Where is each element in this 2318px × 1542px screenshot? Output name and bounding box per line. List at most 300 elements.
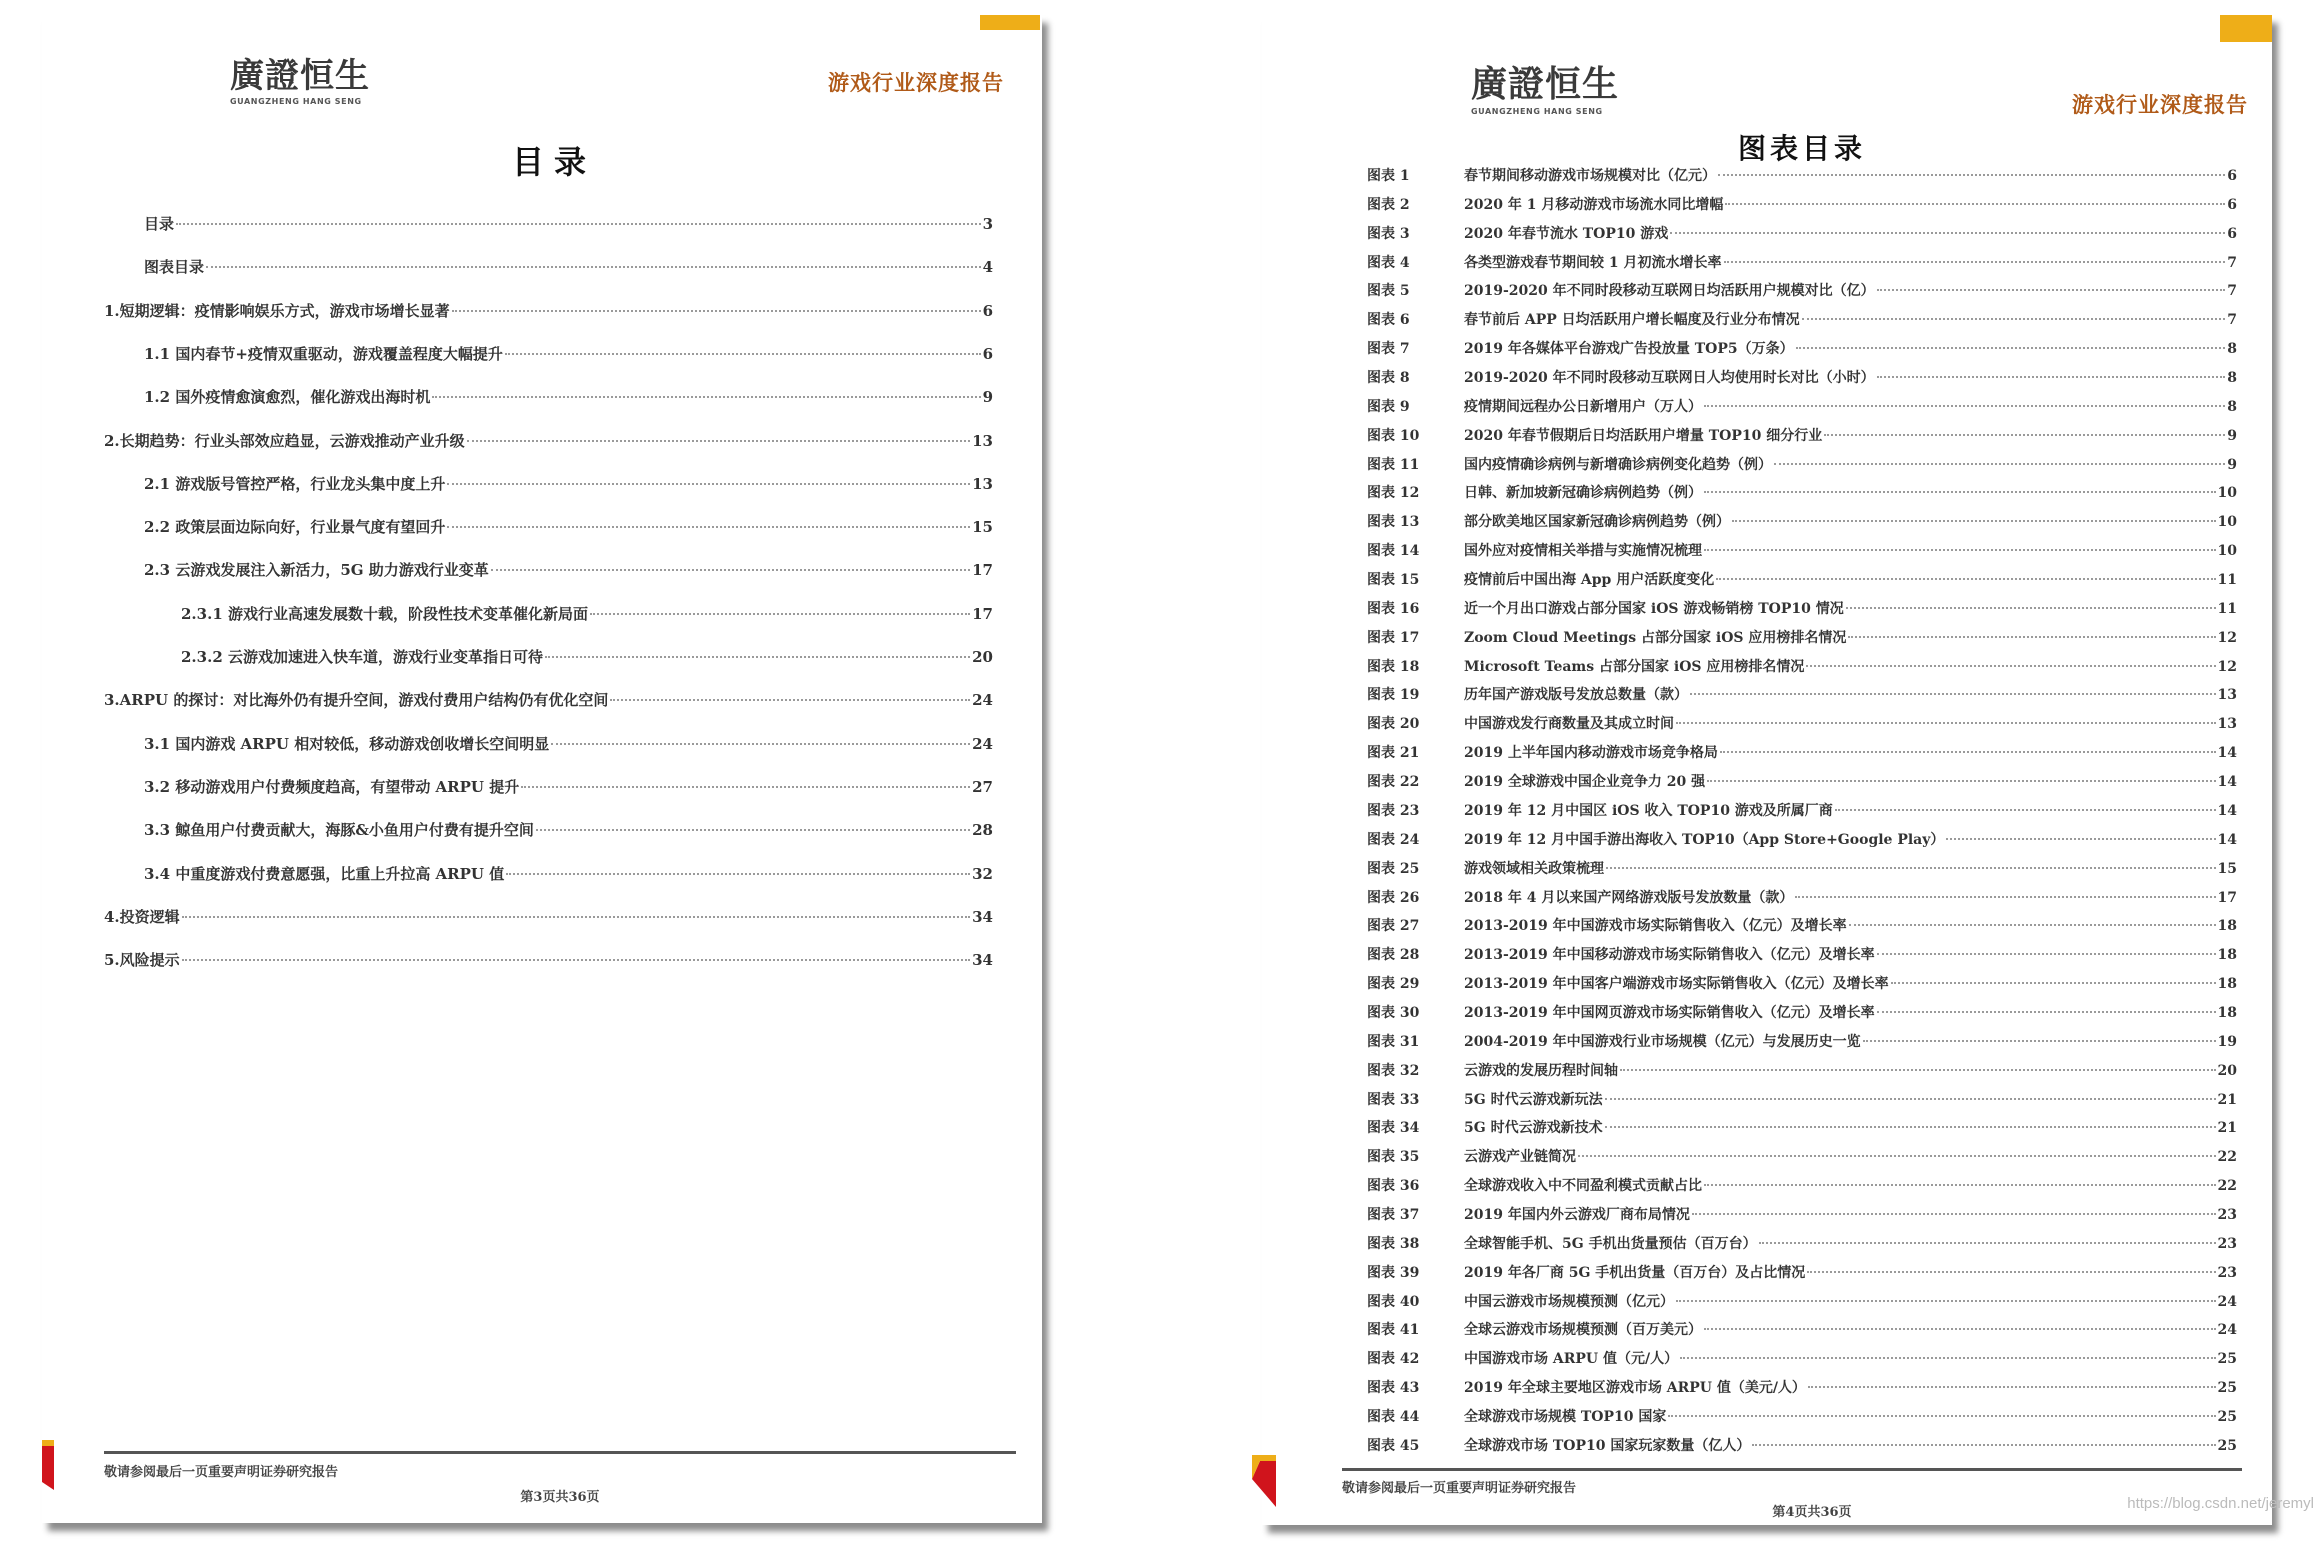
figure-number: 图表 25 [1367,860,1420,877]
figure-page: 10 [2217,543,2237,560]
toc-entry-page: 34 [972,907,993,926]
footer-disclaimer: 敬请参阅最后一页重要声明证券研究报告 [1342,1481,1577,1496]
figure-number: 图表 34 [1367,1120,1420,1137]
figure-page: 25 [2217,1408,2237,1425]
figure-title: 2013-2019 年中国游戏市场实际销售收入（亿元）及增长率 [1464,918,1847,935]
figure-page: 24 [2217,1293,2237,1310]
figure-title: 全球云游戏市场规模预测（百万美元） [1464,1322,1702,1339]
figure-page: 25 [2217,1437,2237,1454]
figure-entry[interactable] [1367,511,2237,531]
toc-entry-page: 24 [972,734,993,753]
figure-title: 2020 年 1 月移动游戏市场流水同比增幅 [1464,196,1724,213]
figure-entry[interactable] [1367,1435,2237,1455]
leader-dots [1578,1155,2216,1157]
figure-entry[interactable] [1367,684,2237,704]
figure-number: 图表 18 [1367,658,1420,675]
figure-number: 图表 38 [1367,1235,1420,1252]
corner-tab [2220,15,2272,42]
toc-entry-label: 2.3.1 游戏行业高速发展数十载，阶段性技术变革催化新局面 [181,604,588,623]
figure-entry[interactable] [1367,944,2237,964]
toc-entry[interactable] [104,300,993,321]
red-marker-icon [1252,1455,1276,1507]
figure-page: 7 [2227,312,2237,329]
leader-dots [1732,520,2216,522]
figure-entry[interactable] [1367,194,2237,214]
toc-entry-page: 34 [972,951,993,970]
leader-dots [1849,924,2216,926]
figure-entry[interactable] [1367,338,2237,358]
figure-title: 云游戏的发展历程时间轴 [1464,1062,1618,1079]
figure-number: 图表 14 [1367,543,1420,560]
toc-entry[interactable] [144,343,993,364]
figure-entry[interactable] [1367,1262,2237,1282]
figure-entry[interactable] [1367,165,2237,185]
figure-page: 6 [2227,196,2237,213]
toc-entry-label: 2.2 政策层面边际向好，行业景气度有望回升 [144,518,446,537]
toc-entry-page: 17 [972,561,993,580]
leader-dots [1877,1011,2216,1013]
figure-entry[interactable] [1367,1377,2237,1397]
figure-page: 18 [2217,1004,2237,1021]
leader-dots [505,353,981,355]
leader-dots [467,440,970,442]
company-logo [1471,64,1620,116]
figure-entry[interactable] [1367,1031,2237,1051]
figure-entry[interactable] [1367,1146,2237,1166]
figure-title: 中国游戏市场 ARPU 值（元/人） [1464,1351,1679,1368]
figure-title: Microsoft Teams 占部分国家 iOS 应用榜排名情况 [1464,658,1805,675]
figure-number: 图表 6 [1367,312,1410,329]
figure-entry[interactable] [1367,540,2237,560]
toc-entry-label: 3.ARPU 的探讨：对比海外仍有提升空间，游戏付费用户结构仍有优化空间 [104,691,609,710]
figure-entry[interactable] [1367,1319,2237,1339]
toc-entry[interactable] [104,689,993,710]
leader-dots [1807,1271,2215,1273]
figure-title: 2019 年各厂商 5G 手机出货量（百万台）及占比情况 [1464,1264,1806,1281]
toc-entry-label: 3.4 中重度游戏付费意愿强，比重上升拉高 ARPU 值 [144,864,505,883]
leader-dots [1676,1300,2216,1302]
figure-title: 5G 时代云游戏新玩法 [1464,1091,1603,1108]
toc-entry[interactable] [144,473,993,494]
leader-dots [1620,1069,2216,1071]
figure-entry[interactable] [1367,973,2237,993]
leader-dots [1808,1386,2216,1388]
figure-title: 疫情期间远程办公日新增用户（万人） [1464,398,1702,415]
logo-chinese: 廣證恒生 [230,56,370,96]
toc-entry-page: 9 [982,388,993,407]
leader-dots [176,223,981,225]
footer-disclaimer: 敬请参阅最后一页重要声明证券研究报告 [104,1465,339,1480]
leader-dots [447,483,970,485]
leader-dots [1720,751,2216,753]
figure-page: 6 [2227,225,2237,242]
figure-page: 10 [2217,485,2237,502]
figure-number: 图表 44 [1367,1408,1420,1425]
figure-page: 9 [2227,456,2237,473]
figure-entry[interactable] [1367,1291,2237,1311]
figure-entry[interactable] [1367,425,2237,445]
figure-page: 7 [2227,283,2237,300]
figure-entry[interactable] [1367,598,2237,618]
figure-page: 14 [2217,802,2237,819]
figure-entry[interactable] [1367,742,2237,762]
toc-entry[interactable] [144,819,993,840]
figure-entry[interactable] [1367,223,2237,243]
toc-entry[interactable] [104,430,993,451]
leader-dots [1877,953,2216,955]
footer-divider [104,1451,1016,1454]
figure-entry[interactable] [1367,1204,2237,1224]
figure-title: 全球游戏收入中不同盈利模式贡献占比 [1464,1178,1702,1195]
figure-title: 2004-2019 年中国游戏行业市场规模（亿元）与发展历史一览 [1464,1033,1861,1050]
figure-number: 图表 22 [1367,774,1420,791]
toc-entry-label: 2.3.2 云游戏加速进入快车道，游戏行业变革指日可待 [181,648,543,666]
figure-page: 14 [2217,831,2237,848]
figure-number: 图表 17 [1367,629,1420,646]
figure-title: 国内疫情确诊病例与新增确诊病例变化趋势（例） [1464,456,1772,473]
leader-dots [1680,1357,2215,1359]
toc-entry-page: 13 [972,474,993,493]
figure-title: 2019 年全球主要地区游戏市场 ARPU 值（美元/人） [1464,1380,1806,1397]
logo-english: GUANGZHENG HANG SENG [1471,107,1603,116]
toc-entry-page: 4 [982,258,993,277]
page-number: 第4页共36页 [1772,1505,1852,1520]
figure-page: 24 [2217,1322,2237,1339]
figure-title: 2019 年国内外云游戏厂商布局情况 [1464,1206,1690,1223]
page-number: 第3页共36页 [520,1490,600,1505]
leader-dots [590,613,970,615]
toc-entry-label: 1.2 国外疫情愈演愈烈，催化游戏出海时机 [144,388,431,407]
figure-page: 6 [2227,168,2237,184]
figure-title: 2019 全球游戏中国企业竞争力 20 强 [1464,774,1706,791]
figure-page: 19 [2217,1033,2237,1050]
toc-entry[interactable] [144,559,993,580]
leader-dots [1704,1328,2216,1330]
figure-entry[interactable] [1367,280,2237,300]
figure-number: 图表 5 [1367,283,1410,300]
figure-number: 图表 4 [1367,254,1410,271]
toc-entry-page: 6 [982,344,993,363]
figure-number: 图表 45 [1367,1437,1420,1454]
leader-dots [432,396,980,398]
red-marker-icon [42,1440,54,1490]
figure-title: 中国云游戏市场规模预测（亿元） [1464,1293,1674,1310]
figure-entry[interactable] [1367,713,2237,733]
toc-entry-label: 2.3 云游戏发展注入新活力，5G 助力游戏行业变革 [144,561,489,580]
figure-number: 图表 32 [1367,1062,1420,1079]
figure-number: 图表 20 [1367,716,1420,733]
figure-number: 图表 3 [1367,225,1410,242]
leader-dots [1724,261,2226,263]
leader-dots [536,829,970,831]
figure-page: 17 [2217,889,2237,906]
figure-page: 18 [2217,918,2237,935]
figure-title: Zoom Cloud Meetings 占部分国家 iOS 应用榜排名情况 [1464,629,1847,646]
figure-page: 11 [2217,600,2237,617]
figure-entry[interactable] [1367,1175,2237,1195]
corner-tab [980,15,1040,30]
leader-dots [1846,607,2216,609]
figure-title: 2019-2020 年不同时段移动互联网日均活跃用户规模对比（亿） [1464,283,1875,300]
leader-dots [1877,376,2226,378]
figure-entry[interactable] [1367,482,2237,502]
figure-number: 图表 19 [1367,687,1420,704]
figure-number: 图表 30 [1367,1004,1420,1021]
leader-dots [1752,1444,2215,1446]
toc-entry-label: 3.1 国内游戏 ARPU 相对较低，移动游戏创收增长空间明显 [144,734,550,753]
figure-number: 图表 36 [1367,1178,1420,1195]
toc-entry-label: 3.2 移动游戏用户付费频度趋高，有望带动 ARPU 提升 [144,777,520,796]
figure-number: 图表 31 [1367,1033,1420,1050]
figure-page: 14 [2217,774,2237,791]
figure-page: 15 [2217,860,2237,877]
figure-page: 20 [2217,1062,2237,1079]
leader-dots [1824,434,2225,436]
figure-page: 12 [2217,658,2237,675]
toc-entry[interactable] [104,949,993,970]
figure-title: 2013-2019 年中国移动游戏市场实际销售收入（亿元）及增长率 [1464,947,1875,964]
toc-page [42,15,1042,1523]
figure-title: 近一个月出口游戏占部分国家 iOS 游戏畅销榜 TOP10 情况 [1464,600,1844,617]
figure-page: 10 [2217,514,2237,531]
figure-number: 图表 16 [1367,600,1420,617]
logo-chinese: 廣證恒生 [1471,64,1620,105]
figure-page: 12 [2217,629,2237,646]
toc-entry[interactable] [181,646,993,667]
leader-dots [521,786,970,788]
leader-dots [1946,838,2215,840]
leader-dots [1725,203,2225,205]
leader-dots [1707,780,2215,782]
figure-entry[interactable] [1367,771,2237,791]
figure-number: 图表 28 [1367,947,1420,964]
figure-number: 图表 8 [1367,370,1410,387]
figure-page: 21 [2217,1091,2237,1108]
figure-number: 图表 9 [1367,398,1410,415]
leader-dots [1690,693,2216,695]
figure-number: 图表 39 [1367,1264,1420,1281]
leader-dots [1795,896,2215,898]
leader-dots [1668,1415,2215,1417]
figure-entry[interactable] [1367,627,2237,647]
figure-number: 图表 35 [1367,1149,1420,1166]
footer-divider [1342,1468,2242,1471]
leader-dots [1759,1242,2216,1244]
figure-number: 图表 13 [1367,514,1420,531]
figure-entry[interactable] [1367,1117,2237,1137]
watermark: https://blog.csdn.net/jeremyl [2127,1495,2314,1512]
leader-dots [1704,405,2225,407]
figure-title: 疫情前后中国出海 App 用户活跃度变化 [1464,572,1715,589]
toc-entry-page: 15 [972,518,993,537]
figure-title: 5G 时代云游戏新技术 [1464,1120,1603,1137]
figure-entry[interactable] [1367,309,2237,329]
toc-entry-page: 27 [972,777,993,796]
leader-dots [1863,1040,2216,1042]
figure-entry[interactable] [1367,858,2237,878]
figure-number: 图表 7 [1367,341,1410,358]
figure-entry[interactable] [1367,656,2237,676]
figure-page: 23 [2217,1264,2237,1281]
figure-title: 2019 年各媒体平台游戏广告投放量 TOP5（万条） [1464,341,1794,358]
logo-english: GUANGZHENG HANG SENG [230,97,362,106]
figure-title: 全球智能手机、5G 手机出货量预估（百万台） [1464,1235,1757,1252]
page-title: 图表目录 [1738,132,1867,165]
toc-entry-page: 6 [982,301,993,320]
leader-dots [447,526,970,528]
figure-entry[interactable] [1367,1348,2237,1368]
figure-page: 11 [2217,572,2237,589]
leader-dots [1796,347,2226,349]
figure-page: 23 [2217,1235,2237,1252]
figure-entry[interactable] [1367,1089,2237,1109]
toc-entry-label: 2.长期趋势：行业头部效应趋显，云游戏推动产业升级 [104,431,465,450]
leader-dots [1676,722,2216,724]
figure-title: 全球游戏市场 TOP10 国家玩家数量（亿人） [1464,1437,1751,1454]
toc-entry[interactable] [144,863,993,884]
toc-entry-page: 17 [972,604,993,623]
figure-entry[interactable] [1367,887,2237,907]
figure-title: 2019 年 12 月中国区 iOS 收入 TOP10 游戏及所属厂商 [1464,802,1833,819]
figure-number: 图表 2 [1367,196,1410,213]
figure-title: 游戏领域相关政策梳理 [1464,860,1604,877]
figure-page: 9 [2227,427,2237,444]
toc-entry[interactable] [144,213,993,234]
toc-entry[interactable] [144,516,993,537]
figure-page: 25 [2217,1380,2237,1397]
leader-dots [1692,1213,2216,1215]
report-tag: 游戏行业深度报告 [2072,93,2248,117]
figure-title: 2013-2019 年中国客户端游戏市场实际销售收入（亿元）及增长率 [1464,976,1889,993]
figure-number: 图表 26 [1367,889,1420,906]
toc-entry[interactable] [144,256,993,277]
toc-entry-label: 1.1 国内春节+疫情双重驱动，游戏覆盖程度大幅提升 [144,344,503,363]
figure-entry[interactable] [1367,454,2237,474]
leader-dots [1605,1098,2216,1100]
leader-dots [206,266,981,268]
leader-dots [506,873,970,875]
leader-dots [551,743,970,745]
page-title: 目录 [512,143,597,181]
figure-entry[interactable] [1367,1406,2237,1426]
figure-entry[interactable] [1367,396,2237,416]
toc-entry-label: 图表目录 [144,258,205,277]
leader-dots [1606,867,2216,869]
figure-page: 23 [2217,1206,2237,1223]
figure-page: 21 [2217,1120,2237,1137]
figure-title: 春节期间移动游戏市场规模对比（亿元） [1464,168,1716,184]
leader-dots [1835,809,2216,811]
toc-entry-page: 28 [972,821,993,840]
figure-title: 2019 年 12 月中国手游出海收入 TOP10（App Store+Google Play） [1464,831,1945,848]
figure-entry[interactable] [1367,569,2237,589]
toc-entry-label: 4.投资逻辑 [104,907,180,926]
figure-entry[interactable] [1367,1060,2237,1080]
figure-title: 2020 年春节假期后日均活跃用户增量 TOP10 细分行业 [1464,427,1823,444]
figure-number: 图表 11 [1367,456,1420,473]
figure-title: 2019 上半年国内移动游戏市场竞争格局 [1464,745,1718,762]
figure-entry[interactable] [1367,252,2237,272]
leader-dots [1716,578,2215,580]
figure-entry[interactable] [1367,367,2237,387]
figure-number: 图表 27 [1367,918,1420,935]
figure-entry[interactable] [1367,1233,2237,1253]
leader-dots [1802,318,2226,320]
figure-index-page [1262,15,2272,1525]
figure-title: 中国游戏发行商数量及其成立时间 [1464,716,1674,733]
leader-dots [182,916,970,918]
leader-dots [1605,1126,2216,1128]
figure-title: 春节前后 APP 日均活跃用户增长幅度及行业分布情况 [1464,312,1800,329]
leader-dots [452,310,981,312]
figure-number: 图表 23 [1367,802,1420,819]
toc-entry-label: 1.短期逻辑：疫情影响娱乐方式，游戏市场增长显著 [104,301,450,320]
toc-entry-label: 5.风险提示 [104,951,180,970]
figure-page: 13 [2217,716,2237,733]
figure-number: 图表 21 [1367,745,1420,762]
figure-page: 7 [2227,254,2237,271]
figure-page: 13 [2217,687,2237,704]
figure-title: 2020 年春节流水 TOP10 游戏 [1464,225,1669,242]
toc-entry[interactable] [144,386,993,407]
figure-number: 图表 1 [1367,168,1410,184]
figure-title: 2019-2020 年不同时段移动互联网日人均使用时长对比（小时） [1464,370,1875,387]
toc-entry-label: 目录 [144,215,175,233]
leader-dots [1704,491,2216,493]
figure-page: 8 [2227,398,2237,415]
leader-dots [1877,289,2226,291]
figure-entry[interactable] [1367,829,2237,849]
figure-page: 8 [2227,341,2237,358]
toc-entry-label: 2.1 游戏版号管控严格，行业龙头集中度上升 [144,474,446,493]
leader-dots [1848,636,2215,638]
toc-entry-page: 3 [982,215,993,233]
figure-number: 图表 10 [1367,427,1420,444]
figure-number: 图表 40 [1367,1293,1420,1310]
figure-number: 图表 43 [1367,1380,1420,1397]
leader-dots [545,656,970,658]
figure-entry[interactable] [1367,800,2237,820]
figure-title: 2013-2019 年中国网页游戏市场实际销售收入（亿元）及增长率 [1464,1004,1875,1021]
figure-title: 部分欧美地区国家新冠确诊病例趋势（例） [1464,514,1730,531]
figure-number: 图表 24 [1367,831,1420,848]
toc-entry-label: 3.3 鲸鱼用户付费贡献大，海豚&小鱼用户付费有提升空间 [144,821,534,840]
leader-dots [1670,232,2225,234]
figure-title: 2018 年 4 月以来国产网络游戏版号发放数量（款） [1464,889,1794,906]
figure-number: 图表 33 [1367,1091,1420,1108]
toc-entry[interactable] [181,603,993,624]
figure-title: 云游戏产业链简况 [1464,1149,1576,1166]
figure-number: 图表 15 [1367,572,1420,589]
figure-page: 14 [2217,745,2237,762]
figure-page: 22 [2217,1178,2237,1195]
leader-dots [610,699,970,701]
leader-dots [1718,174,2225,176]
figure-title: 全球游戏市场规模 TOP10 国家 [1464,1408,1667,1425]
report-tag: 游戏行业深度报告 [828,71,1004,95]
toc-entry[interactable] [104,906,993,927]
figure-title: 国外应对疫情相关举措与实施情况梳理 [1464,543,1702,560]
figure-number: 图表 41 [1367,1322,1420,1339]
toc-entry[interactable] [144,776,993,797]
figure-entry[interactable] [1367,915,2237,935]
figure-title: 历年国产游戏版号发放总数量（款） [1464,687,1688,704]
toc-entry-page: 20 [972,648,993,666]
toc-entry[interactable] [144,733,993,754]
figure-number: 图表 42 [1367,1351,1420,1368]
figure-entry[interactable] [1367,1002,2237,1022]
leader-dots [1704,1184,2216,1186]
